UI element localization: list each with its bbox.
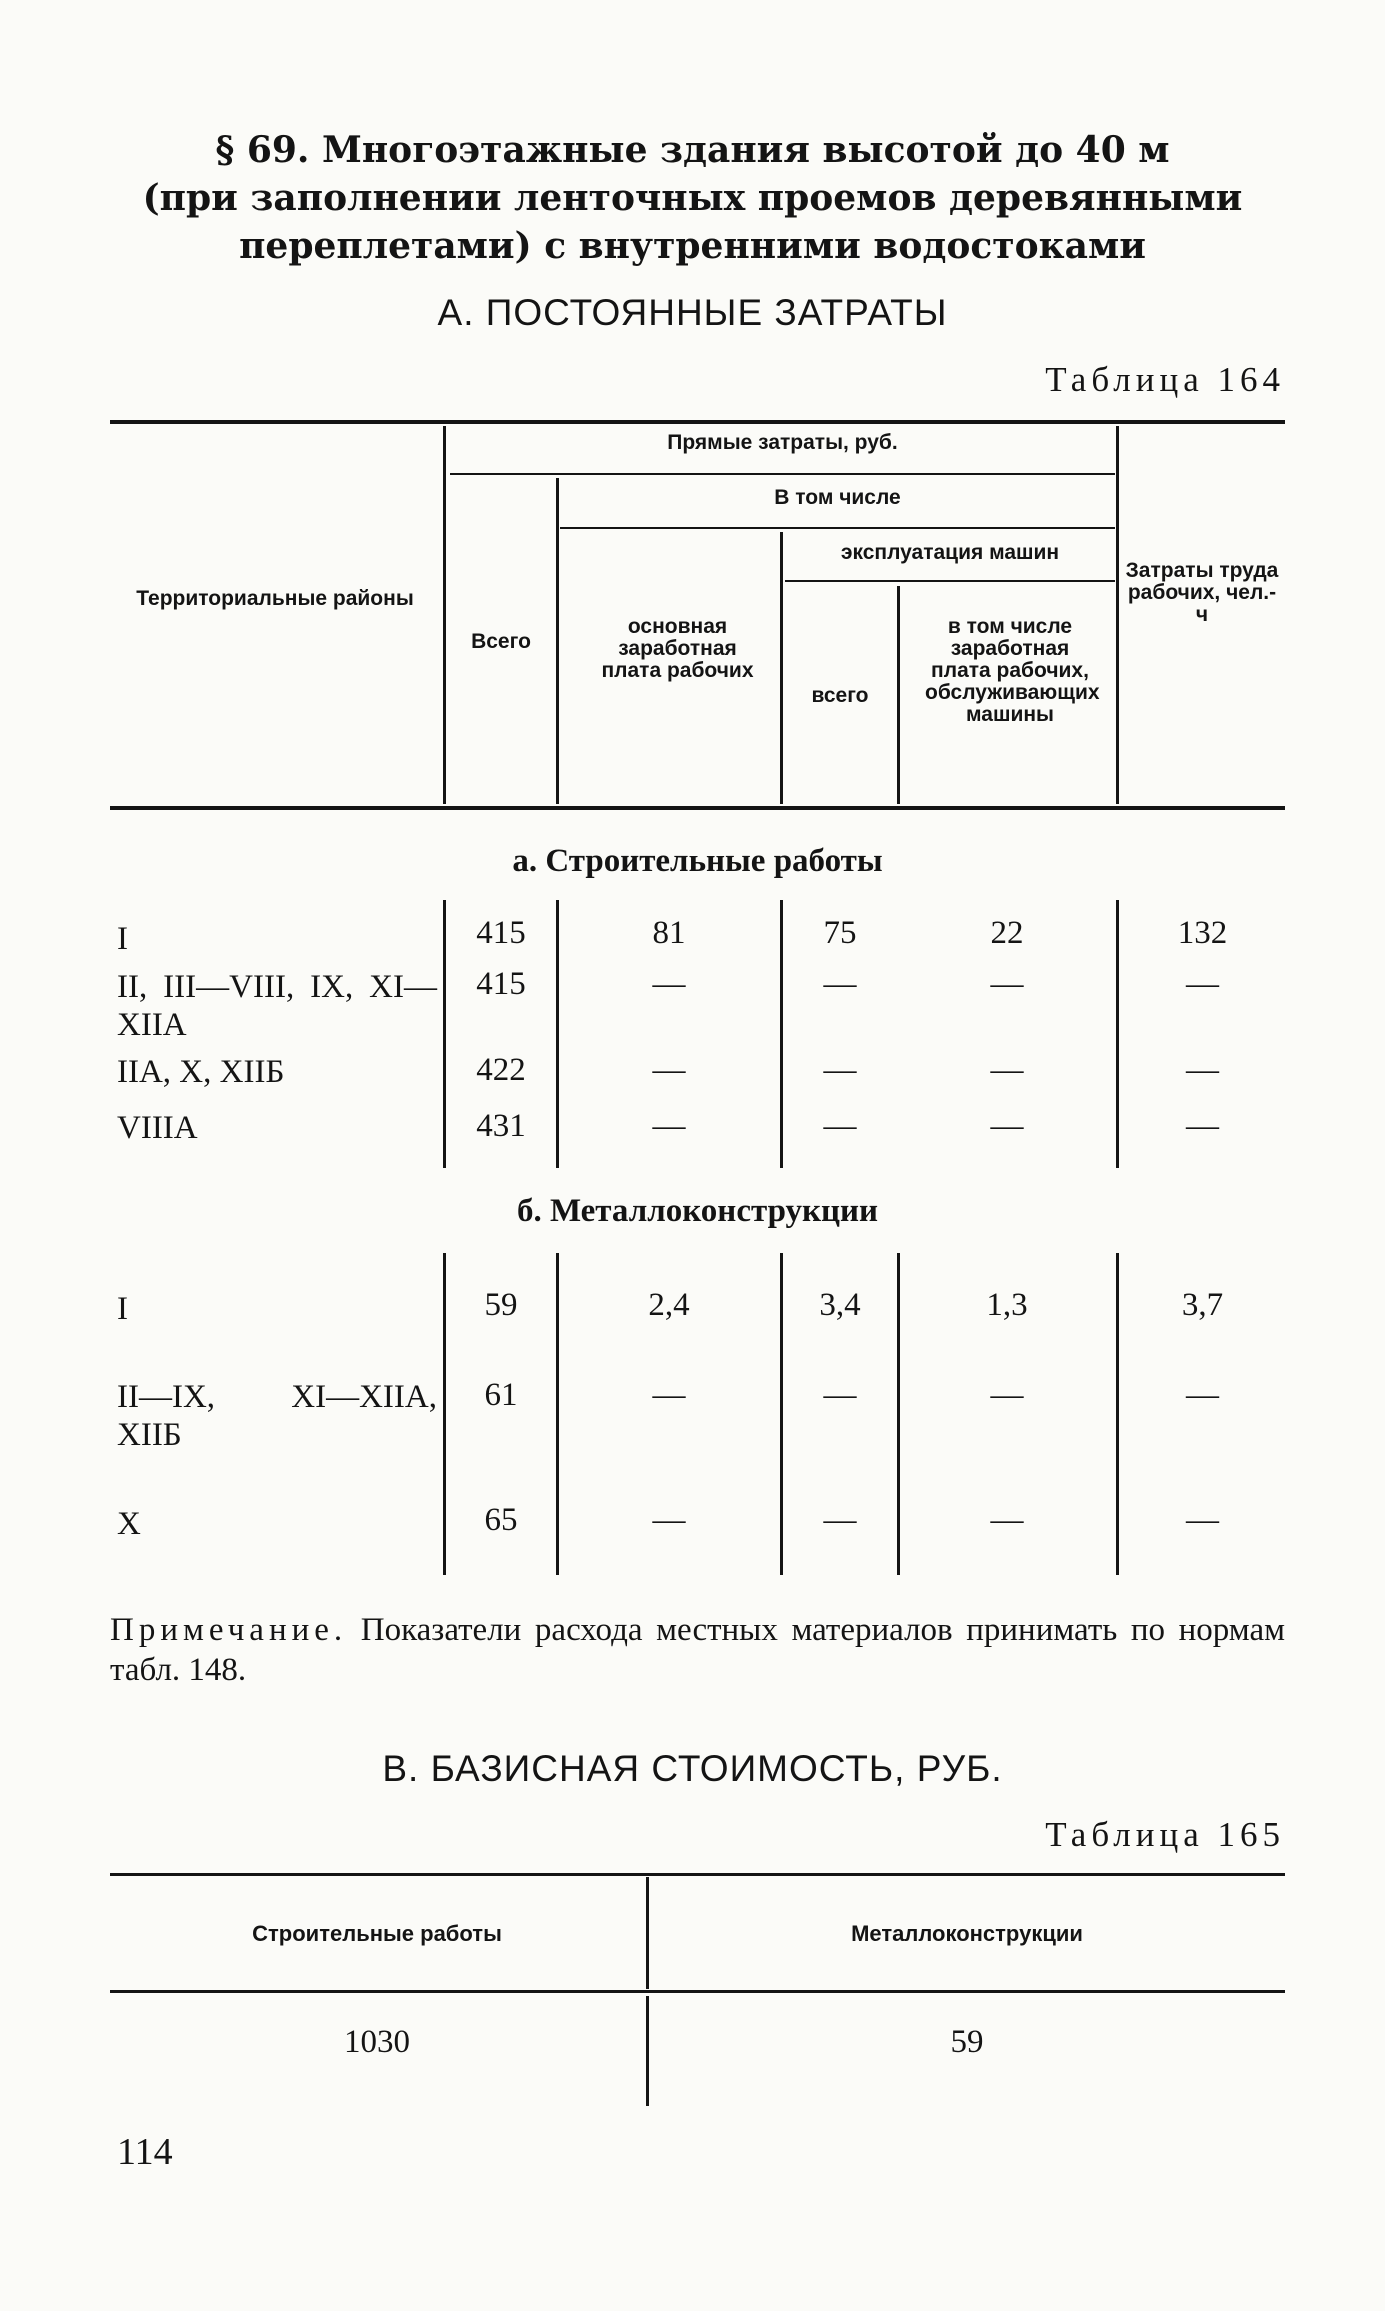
table-164-label: Таблица 164 — [1045, 360, 1285, 399]
cell-machine-wages: — — [990, 1502, 1024, 1538]
title-line-3: переплетами) с внутренними водостоками — [239, 225, 1146, 267]
region-name: II—IX, XI—XIIА, XIIБ — [117, 1379, 437, 1453]
cell-metal: 59 — [950, 2024, 984, 2060]
title-line-1: § 69. Многоэтажные здания высотой до 40 м — [215, 129, 1170, 171]
header-construction: Строительные работы — [252, 1921, 502, 1946]
part-b-heading: В. БАЗИСНАЯ СТОИМОСТЬ, РУБ. — [382, 1748, 1003, 1789]
cell-machine-wages: — — [990, 1052, 1024, 1088]
cell-base-wages: — — [652, 966, 686, 1002]
cell-total: 61 — [484, 1377, 518, 1413]
cell-machine-total: — — [823, 966, 857, 1002]
header-total: Всего — [471, 630, 531, 653]
header-machine-wages: в том числе заработная плата рабочих, обслуживающих машины — [925, 615, 1100, 726]
cell-labor: 132 — [1177, 915, 1228, 951]
cell-base-wages: — — [652, 1052, 686, 1088]
title-line-2: (при заполнении ленточных проемов деревянными — [142, 177, 1243, 219]
header-base-wages: основная заработная плата рабочих — [601, 615, 754, 682]
cell-machine-total: — — [823, 1377, 857, 1413]
cell-machine-total: 3,4 — [819, 1287, 861, 1323]
page-number: 114 — [117, 2131, 173, 2173]
cell-total: 422 — [476, 1052, 526, 1088]
cell-base-wages: — — [652, 1377, 686, 1413]
cell-machine-wages: — — [990, 1377, 1024, 1413]
table-165-label: Таблица 165 — [1045, 1815, 1285, 1854]
section-metal-title: б. Металлоконструкции — [516, 1193, 879, 1229]
section-title — [100, 126, 1285, 270]
section-construction-title: а. Строительные работы — [512, 843, 883, 879]
note-text: Показатели расхода местных материалов принимать по нормам табл. 148. — [110, 1612, 1285, 1688]
header-direct-costs: Прямые затраты, руб. — [667, 431, 898, 454]
cell-total: 415 — [476, 915, 526, 951]
header-machine-total: всего — [811, 684, 869, 707]
cell-machine-wages: 22 — [990, 915, 1024, 951]
part-a-heading: А. ПОСТОЯННЫЕ ЗАТРАТЫ — [437, 292, 948, 333]
cell-machine-wages: — — [990, 966, 1024, 1002]
cell-machine-total: — — [823, 1108, 857, 1144]
cell-construction: 1030 — [344, 2024, 410, 2060]
cell-machine-wages: 1,3 — [986, 1287, 1028, 1323]
cell-labor: — — [1186, 1052, 1219, 1088]
region-name: I — [117, 921, 128, 957]
header-metal: Металлоконструкции — [851, 1921, 1083, 1946]
cell-labor: — — [1186, 966, 1219, 1002]
region-name: IIА, Х, XIIБ — [117, 1054, 285, 1090]
cell-machine-total: — — [823, 1052, 857, 1088]
cell-base-wages: — — [652, 1502, 686, 1538]
cell-total: 431 — [476, 1108, 526, 1144]
region-name: VIIIА — [117, 1110, 198, 1146]
cell-base-wages: — — [652, 1108, 686, 1144]
cell-total: 59 — [484, 1287, 518, 1323]
cell-labor: — — [1186, 1377, 1219, 1413]
header-machine-operation: эксплуатация машин — [840, 541, 1060, 564]
cell-labor: — — [1186, 1502, 1219, 1538]
header-regions: Территориальные районы — [136, 587, 414, 610]
region-name: II, III—VIII, IX, XI—XIIА — [117, 969, 437, 1043]
cell-machine-total: — — [823, 1502, 857, 1538]
cell-base-wages: 81 — [652, 915, 686, 951]
note-label: Примечание. — [110, 1612, 348, 1648]
header-including: В том числе — [774, 486, 901, 509]
header-labor: Затраты труда рабочих, чел.-ч — [1125, 559, 1279, 626]
region-name: Х — [117, 1506, 141, 1542]
cell-total: 65 — [484, 1502, 518, 1538]
cell-machine-wages: — — [990, 1108, 1024, 1144]
cell-machine-total: 75 — [823, 915, 857, 951]
region-name: I — [117, 1291, 128, 1327]
cell-labor: — — [1186, 1108, 1219, 1144]
table-note — [110, 1610, 1285, 1690]
cell-base-wages: 2,4 — [648, 1287, 690, 1323]
cell-total: 415 — [476, 966, 526, 1002]
cell-labor: 3,7 — [1181, 1287, 1224, 1323]
